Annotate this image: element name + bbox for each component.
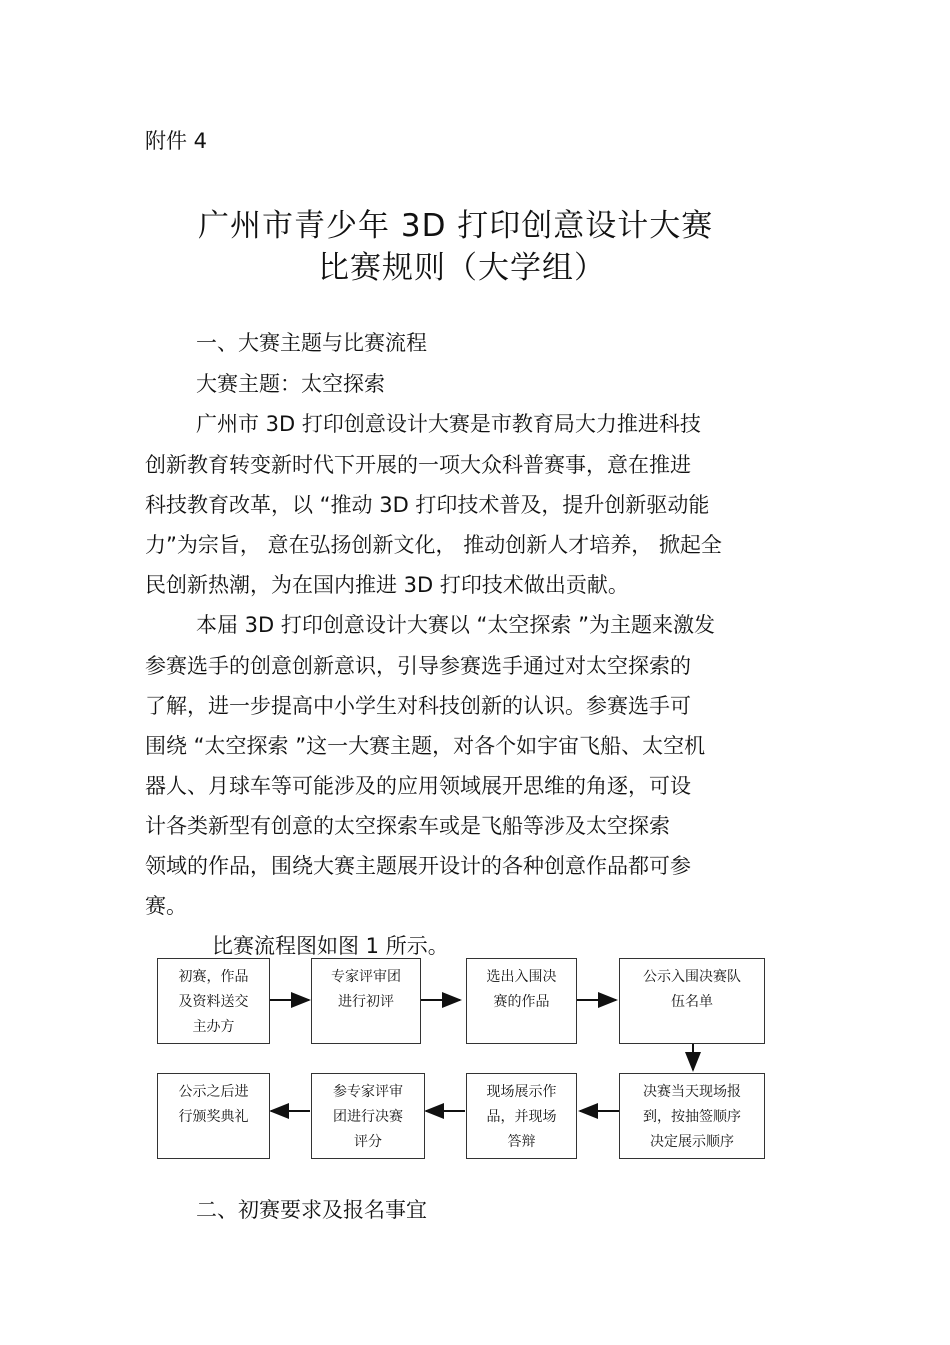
para1-line: 民创新热潮，为在国内推进 3D 打印技术做出贡献。 <box>145 573 629 597</box>
flow-box-text: 决赛当天现场报 <box>643 1084 741 1100</box>
flow-box-award-ceremony <box>157 1073 270 1159</box>
flow-box-text: 伍名单 <box>671 994 713 1010</box>
section2-heading: 二、初赛要求及报名事宜 <box>196 1198 427 1222</box>
flow-box-publish-list <box>619 958 765 1044</box>
para2-line: 领域的作品，围绕大赛主题展开设计的各种创意作品都可参 <box>145 854 691 878</box>
annex-label: 附件 4 <box>145 129 208 153</box>
flow-box-select-finalists <box>466 958 577 1044</box>
flow-box-text: 选出入围决 <box>486 969 557 985</box>
flow-box-text: 决定展示顺序 <box>650 1134 734 1150</box>
flow-box-text: 到，按抽签顺序 <box>643 1109 741 1125</box>
flow-box-text: 品，并现场 <box>486 1109 557 1125</box>
flow-box-text: 进行初评 <box>338 994 394 1010</box>
flow-box-checkin-draw <box>619 1073 765 1159</box>
flow-box-text: 参专家评审 <box>333 1084 403 1100</box>
flow-box-text: 评分 <box>354 1134 382 1150</box>
section1-heading: 一、大赛主题与比赛流程 <box>196 331 427 355</box>
theme-line: 大赛主题：太空探索 <box>196 372 385 396</box>
flow-box-final-scoring <box>311 1073 425 1159</box>
para2-line: 围绕 “太空探索 ”这一大赛主题，对各个如宇宙飞船、太空机 <box>145 734 706 758</box>
para1-line: 科技教育改革，以 “推动 3D 打印技术普及，提升创新驱动能 <box>145 493 710 517</box>
para2-line: 参赛选手的创意创新意识，引导参赛选手通过对太空探索的 <box>145 654 691 678</box>
flow-box-text: 初赛，作品 <box>178 969 249 985</box>
flow-box-text: 赛的作品 <box>493 994 550 1010</box>
flow-box-presentation <box>466 1073 577 1159</box>
para2-line: 本届 3D 打印创意设计大赛以 “太空探索 ”为主题来激发 <box>196 613 715 637</box>
flow-box-text: 主办方 <box>192 1019 235 1035</box>
para1-line: 力”为宗旨， 意在弘扬创新文化， 推动创新人才培养， 掀起全 <box>145 533 722 557</box>
flow-box-text: 行颁奖典礼 <box>178 1109 249 1125</box>
para1-line: 广州市 3D 打印创意设计大赛是市教育局大力推进科技 <box>196 412 701 436</box>
flow-box-initial-review <box>311 958 421 1044</box>
flow-box-submit <box>157 958 270 1044</box>
para2-line: 了解，进一步提高中小学生对科技创新的认识。参赛选手可 <box>145 694 691 718</box>
flow-box-text: 团进行决赛 <box>333 1109 403 1125</box>
flow-caption: 比赛流程图如图 1 所示。 <box>212 934 449 958</box>
flow-box-text: 现场展示作 <box>486 1084 557 1100</box>
flow-box-text: 答辩 <box>507 1134 536 1150</box>
title-line-2: 比赛规则（大学组） <box>318 250 606 286</box>
para2-line: 器人、月球车等可能涉及的应用领域展开思维的角逐，可设 <box>145 774 691 798</box>
flow-box-text: 公示之后进 <box>178 1084 249 1100</box>
title-line-1: 广州市青少年 3D 打印创意设计大赛 <box>198 208 714 244</box>
flow-box-text: 专家评审团 <box>331 969 401 985</box>
para2-line: 赛。 <box>145 894 187 918</box>
para1-line: 创新教育转变新时代下开展的一项大众科普赛事，意在推进 <box>145 453 691 477</box>
flow-box-text: 及资料送交 <box>178 994 249 1010</box>
para2-line: 计各类新型有创意的太空探索车或是飞船等涉及太空探索 <box>145 814 670 838</box>
flow-box-text: 公示入围决赛队 <box>643 969 741 985</box>
